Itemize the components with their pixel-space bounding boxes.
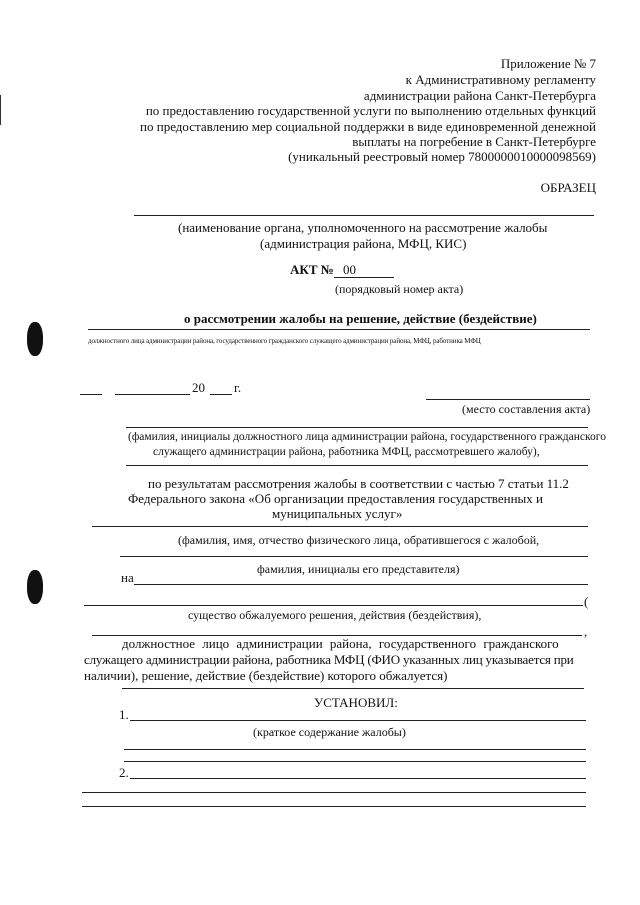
item-2-line-3 [82, 806, 586, 807]
binder-hole-mark-bottom [27, 570, 43, 604]
act-number-line [334, 277, 394, 278]
appendix-title: Приложение № 7 [500, 56, 596, 71]
summary-line-2 [124, 761, 586, 762]
header-line-3: администрации района Санкт-Петербурга [363, 88, 596, 103]
essence-line [84, 605, 583, 606]
on-line [134, 584, 588, 585]
subject-line [88, 329, 590, 330]
item-2-line [130, 778, 586, 779]
subject-title: о рассмотрении жалобы на решение, действие (бездействие) [184, 311, 537, 326]
organ-line [134, 215, 594, 216]
header-line-7: (уникальный реестровый номер 7800000010000098569) [288, 149, 596, 164]
item-2: 2. [119, 765, 129, 780]
date-year-line [210, 394, 232, 395]
act-label: АКТ № [290, 262, 334, 277]
results-line-1: по результатам рассмотрения жалобы в соответствии с частью 7 статьи 11.2 [148, 476, 569, 491]
organ-caption-1: (наименование органа, уполномоченного на рассмотрение жалобы [178, 220, 548, 235]
paren-open: ( [584, 594, 589, 609]
applicant-line [92, 526, 588, 527]
date-year-suffix: г. [234, 380, 242, 395]
binder-hole-mark-top [27, 322, 43, 356]
official-caption-1: (фамилия, инициалы должностного лица администрации района, государственного гражданского [128, 431, 606, 443]
established-heading: УСТАНОВИЛ: [314, 695, 398, 710]
header-line-2: к Административному регламенту [405, 72, 596, 87]
header-line-6: выплаты на погребение в Санкт-Петербурге [352, 134, 596, 149]
essence-caption: существо обжалуемого решения, действия (бездействия), [188, 608, 482, 622]
header-line-4: по предоставлению государственной услуги по выполнению отдельных функций [145, 103, 596, 118]
official-line [126, 427, 588, 428]
edge-mark [0, 95, 1, 125]
header-line-5: по предоставлению мер социальной поддержки в виде единовременной денежной [140, 119, 596, 134]
official-text-3: наличии), решение, действие (бездействие) которого обжалуется) [84, 668, 448, 683]
applicant-caption: (фамилия, имя, отчество физического лица, обратившегося с жалобой, [178, 533, 540, 547]
item-1-line [130, 720, 586, 721]
official-text-1: должностное лицо администрации района, государственного гражданского [122, 636, 559, 651]
act-number-caption: (порядковый номер акта) [335, 282, 464, 296]
results-line-2: Федерального закона «Об организации предоставления государственных и [128, 491, 543, 506]
comma: , [584, 624, 588, 639]
sample-label: ОБРАЗЕЦ [540, 180, 596, 195]
results-line-3: муниципальных услуг» [272, 506, 403, 521]
summary-line-1 [124, 749, 586, 750]
representative-line [120, 556, 588, 557]
organ-caption-2: (администрация района, МФЦ, КИС) [260, 236, 467, 251]
place-line [426, 399, 590, 400]
item-2-line-2 [82, 792, 586, 793]
date-day-line [80, 394, 102, 395]
item-1: 1. [119, 707, 129, 722]
subject-small-caption: должностного лица администрации района, государственного гражданского служащего администрации района, МФЦ, работника МФЦ [88, 337, 481, 345]
date-month-line [115, 394, 190, 395]
official-caption-2: служащего администрации района, работника МФЦ, рассмотревшего жалобу), [153, 446, 540, 458]
on-label: на [121, 570, 134, 585]
representative-caption: фамилия, инициалы его представителя) [257, 562, 460, 576]
date-year-prefix: 20 [192, 380, 205, 395]
official-line-2 [126, 465, 588, 466]
official-text-2: служащего администрации района, работника МФЦ (ФИО указанных лиц указывается при [84, 652, 574, 667]
place-caption: (место составления акта) [462, 402, 591, 416]
summary-caption: (краткое содержание жалобы) [253, 725, 406, 739]
act-number: 00 [343, 262, 356, 277]
established-top-line [122, 688, 584, 689]
